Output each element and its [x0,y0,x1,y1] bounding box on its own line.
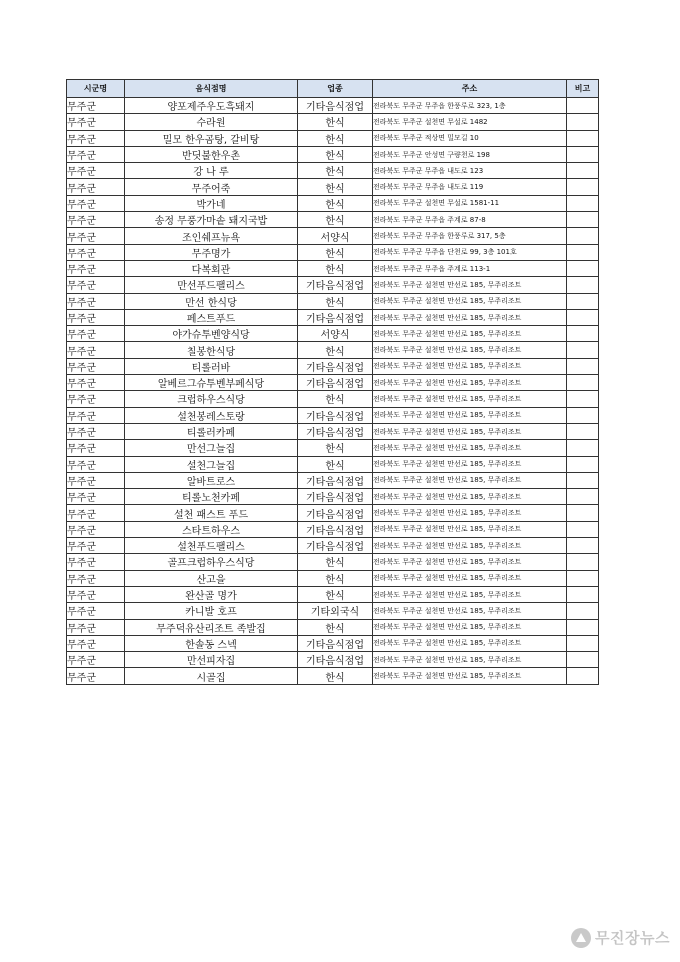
cell-address: 전라북도 무주군 설천면 무설로 1581-11 [373,195,567,211]
cell-region: 무주군 [67,440,125,456]
cell-restaurant-name: 무주덕유산리조트 족발집 [125,619,298,635]
cell-note [567,179,599,195]
cell-category: 기타외국식 [298,603,373,619]
cell-address: 전라북도 무주군 설천면 만선로 185, 무주리조트 [373,635,567,651]
cell-region: 무주군 [67,358,125,374]
cell-address: 전라북도 무주군 설천면 만선로 185, 무주리조트 [373,505,567,521]
cell-address: 전라북도 무주군 설천면 만선로 185, 무주리조트 [373,407,567,423]
cell-address: 전라북도 무주군 설천면 만선로 185, 무주리조트 [373,489,567,505]
cell-category: 한식 [298,293,373,309]
table-row [67,195,599,211]
table-row [67,489,599,505]
cell-category: 한식 [298,554,373,570]
table-row [67,472,599,488]
cell-note [567,277,599,293]
cell-category: 한식 [298,570,373,586]
cell-category: 한식 [298,244,373,260]
cell-category: 한식 [298,586,373,602]
cell-category: 한식 [298,114,373,130]
table-row [67,440,599,456]
cell-note [567,521,599,537]
cell-region: 무주군 [67,179,125,195]
cell-note [567,130,599,146]
table-row [67,619,599,635]
table-row [67,652,599,668]
cell-category: 기타음식점업 [298,423,373,439]
cell-address: 전라북도 무주군 설천면 만선로 185, 무주리조트 [373,554,567,570]
cell-note [567,212,599,228]
cell-restaurant-name: 시골집 [125,668,298,684]
cell-region: 무주군 [67,114,125,130]
cell-note [567,407,599,423]
cell-address: 전라북도 무주군 설천면 만선로 185, 무주리조트 [373,440,567,456]
cell-region: 무주군 [67,277,125,293]
table-row [67,326,599,342]
cell-note [567,586,599,602]
cell-region: 무주군 [67,391,125,407]
table-row [67,505,599,521]
cell-restaurant-name: 반딧불한우촌 [125,146,298,162]
cell-address: 전라북도 무주군 무주읍 한풍루로 323, 1층 [373,98,567,114]
cell-restaurant-name: 페스트푸드 [125,309,298,325]
cell-note [567,440,599,456]
cell-note [567,293,599,309]
table-row [67,130,599,146]
cell-region: 무주군 [67,98,125,114]
cell-category: 한식 [298,146,373,162]
cell-restaurant-name: 스타트하우스 [125,521,298,537]
cell-category: 기타음식점업 [298,472,373,488]
cell-region: 무주군 [67,260,125,276]
cell-note [567,358,599,374]
cell-region: 무주군 [67,586,125,602]
cell-note [567,163,599,179]
cell-category: 기타음식점업 [298,98,373,114]
table-row [67,456,599,472]
cell-category: 기타음식점업 [298,652,373,668]
cell-region: 무주군 [67,619,125,635]
cell-note [567,554,599,570]
cell-category: 한식 [298,212,373,228]
cell-restaurant-name: 박가네 [125,195,298,211]
cell-address: 전라북도 무주군 설천면 만선로 185, 무주리조트 [373,277,567,293]
cell-category: 한식 [298,179,373,195]
cell-region: 무주군 [67,146,125,162]
cell-address: 전라북도 무주군 무주읍 단천로 99, 3층 101호 [373,244,567,260]
cell-restaurant-name: 설천푸드팰리스 [125,538,298,554]
table-row [67,293,599,309]
table-row [67,277,599,293]
cell-address: 전라북도 무주군 설천면 만선로 185, 무주리조트 [373,423,567,439]
table-row [67,603,599,619]
cell-note [567,489,599,505]
cell-address: 전라북도 무주군 설천면 만선로 185, 무주리조트 [373,342,567,358]
cell-region: 무주군 [67,293,125,309]
cell-category: 기타음식점업 [298,538,373,554]
watermark-logo [571,927,670,948]
cell-note [567,603,599,619]
header-restaurant-name: 음식점명 [125,80,298,98]
cell-region: 무주군 [67,456,125,472]
cell-category: 기타음식점업 [298,635,373,651]
table-row [67,668,599,684]
cell-region: 무주군 [67,652,125,668]
cell-region: 무주군 [67,635,125,651]
cell-address: 전라북도 무주군 설천면 만선로 185, 무주리조트 [373,603,567,619]
cell-region: 무주군 [67,423,125,439]
cell-address: 전라북도 무주군 무주읍 한풍루로 317, 5층 [373,228,567,244]
cell-restaurant-name: 양포제주우도흑돼지 [125,98,298,114]
cell-restaurant-name: 다복회관 [125,260,298,276]
cell-restaurant-name: 무주명가 [125,244,298,260]
watermark-text: 무진장뉴스 [595,929,670,947]
cell-restaurant-name: 티롤노천카페 [125,489,298,505]
table-row [67,538,599,554]
cell-category: 기타음식점업 [298,375,373,391]
table-row [67,570,599,586]
cell-region: 무주군 [67,309,125,325]
cell-region: 무주군 [67,130,125,146]
cell-address: 전라북도 무주군 설천면 만선로 185, 무주리조트 [373,521,567,537]
cell-address: 전라북도 무주군 설천면 만선로 185, 무주리조트 [373,668,567,684]
cell-note [567,98,599,114]
table-row [67,342,599,358]
cell-note [567,635,599,651]
cell-address: 전라북도 무주군 무주읍 주계로 113-1 [373,260,567,276]
cell-region: 무주군 [67,603,125,619]
cell-restaurant-name: 수라원 [125,114,298,130]
table-row [67,212,599,228]
cell-region: 무주군 [67,554,125,570]
cell-restaurant-name: 설천봉레스토랑 [125,407,298,423]
cell-note [567,472,599,488]
table-header-row [67,80,599,98]
table-row [67,521,599,537]
cell-category: 한식 [298,440,373,456]
cell-restaurant-name: 한솔동 스넥 [125,635,298,651]
cell-restaurant-name: 조인쉐프뉴욕 [125,228,298,244]
cell-region: 무주군 [67,212,125,228]
cell-restaurant-name: 강 나 루 [125,163,298,179]
cell-address: 전라북도 무주군 무주읍 내도로 119 [373,179,567,195]
table-row [67,375,599,391]
table-row [67,309,599,325]
cell-address: 전라북도 무주군 설천면 만선로 185, 무주리조트 [373,375,567,391]
cell-restaurant-name: 만선피자집 [125,652,298,668]
cell-restaurant-name: 완산골 명가 [125,586,298,602]
cell-restaurant-name: 설천그늘집 [125,456,298,472]
cell-category: 기타음식점업 [298,309,373,325]
table-row [67,635,599,651]
cell-restaurant-name: 티롤러바 [125,358,298,374]
cell-address: 전라북도 무주군 무주읍 내도로 123 [373,163,567,179]
table-row [67,260,599,276]
table-row [67,407,599,423]
cell-restaurant-name: 크럽하우스식당 [125,391,298,407]
cell-address: 전라북도 무주군 설천면 만선로 185, 무주리조트 [373,472,567,488]
cell-region: 무주군 [67,472,125,488]
cell-note [567,652,599,668]
table-row [67,179,599,195]
cell-address: 전라북도 무주군 설천면 만선로 185, 무주리조트 [373,652,567,668]
cell-category: 기타음식점업 [298,489,373,505]
cell-restaurant-name: 티롤러카페 [125,423,298,439]
table-row [67,358,599,374]
cell-note [567,244,599,260]
cell-category: 한식 [298,260,373,276]
cell-restaurant-name: 알베르그슈투벤부페식당 [125,375,298,391]
cell-restaurant-name: 무주어죽 [125,179,298,195]
cell-address: 전라북도 무주군 안성면 구량천로 198 [373,146,567,162]
cell-category: 기타음식점업 [298,358,373,374]
cell-region: 무주군 [67,538,125,554]
cell-region: 무주군 [67,163,125,179]
cell-note [567,146,599,162]
cell-restaurant-name: 만선푸드팰리스 [125,277,298,293]
cell-address: 전라북도 무주군 설천면 만선로 185, 무주리조트 [373,326,567,342]
cell-note [567,391,599,407]
cell-address: 전라북도 무주군 설천면 만선로 185, 무주리조트 [373,619,567,635]
cell-address: 전라북도 무주군 설천면 만선로 185, 무주리조트 [373,293,567,309]
cell-category: 한식 [298,668,373,684]
header-note: 비고 [567,80,599,98]
cell-note [567,505,599,521]
cell-region: 무주군 [67,195,125,211]
cell-note [567,195,599,211]
table-row [67,98,599,114]
cell-note [567,570,599,586]
table-row [67,114,599,130]
cell-restaurant-name: 카니발 호프 [125,603,298,619]
cell-category: 기타음식점업 [298,505,373,521]
cell-address: 전라북도 무주군 설천면 만선로 185, 무주리조트 [373,570,567,586]
cell-region: 무주군 [67,228,125,244]
cell-address: 전라북도 무주군 무주읍 주계로 87-8 [373,212,567,228]
cell-category: 한식 [298,391,373,407]
table-row [67,244,599,260]
cell-region: 무주군 [67,244,125,260]
cell-address: 전라북도 무주군 설천면 만선로 185, 무주리조트 [373,538,567,554]
table-row [67,163,599,179]
cell-region: 무주군 [67,326,125,342]
cell-address: 전라북도 무주군 적상면 밀모길 10 [373,130,567,146]
cell-restaurant-name: 산고을 [125,570,298,586]
cell-category: 한식 [298,130,373,146]
cell-restaurant-name: 송정 무풍가마솥 돼지국밥 [125,212,298,228]
cell-category: 기타음식점업 [298,277,373,293]
cell-region: 무주군 [67,407,125,423]
cell-note [567,423,599,439]
table-row [67,423,599,439]
cell-category: 한식 [298,619,373,635]
cell-note [567,114,599,130]
cell-address: 전라북도 무주군 설천면 만선로 185, 무주리조트 [373,456,567,472]
cell-restaurant-name: 설천 패스트 푸드 [125,505,298,521]
cell-note [567,228,599,244]
cell-restaurant-name: 만선그늘집 [125,440,298,456]
cell-region: 무주군 [67,505,125,521]
cell-region: 무주군 [67,342,125,358]
cell-category: 기타음식점업 [298,521,373,537]
cell-region: 무주군 [67,375,125,391]
header-region: 시군명 [67,80,125,98]
cell-address: 전라북도 무주군 설천면 만선로 185, 무주리조트 [373,309,567,325]
cell-address: 전라북도 무주군 설천면 만선로 185, 무주리조트 [373,391,567,407]
cell-category: 서양식 [298,228,373,244]
cell-category: 기타음식점업 [298,407,373,423]
cell-restaurant-name: 칠봉한식당 [125,342,298,358]
cell-category: 한식 [298,456,373,472]
cell-address: 전라북도 무주군 설천면 만선로 185, 무주리조트 [373,586,567,602]
header-address: 주소 [373,80,567,98]
table-row [67,586,599,602]
cell-note [567,260,599,276]
cell-category: 한식 [298,342,373,358]
table-row [67,554,599,570]
cell-region: 무주군 [67,668,125,684]
cell-note [567,309,599,325]
mountain-logo-icon [571,928,591,948]
table-row [67,146,599,162]
restaurant-table [66,79,599,685]
cell-note [567,668,599,684]
cell-note [567,538,599,554]
cell-region: 무주군 [67,521,125,537]
cell-note [567,326,599,342]
cell-restaurant-name: 야가슈투벤양식당 [125,326,298,342]
cell-note [567,375,599,391]
cell-category: 한식 [298,163,373,179]
cell-restaurant-name: 골프크럽하우스식당 [125,554,298,570]
cell-note [567,456,599,472]
cell-category: 한식 [298,195,373,211]
cell-note [567,342,599,358]
cell-restaurant-name: 밀모 한우곰탕, 갈비탕 [125,130,298,146]
table-row [67,391,599,407]
cell-region: 무주군 [67,570,125,586]
cell-restaurant-name: 알바트로스 [125,472,298,488]
cell-note [567,619,599,635]
cell-category: 서양식 [298,326,373,342]
cell-address: 전라북도 무주군 설천면 무설로 1482 [373,114,567,130]
cell-region: 무주군 [67,489,125,505]
cell-restaurant-name: 만선 한식당 [125,293,298,309]
header-category: 업종 [298,80,373,98]
table-row [67,228,599,244]
cell-address: 전라북도 무주군 설천면 만선로 185, 무주리조트 [373,358,567,374]
